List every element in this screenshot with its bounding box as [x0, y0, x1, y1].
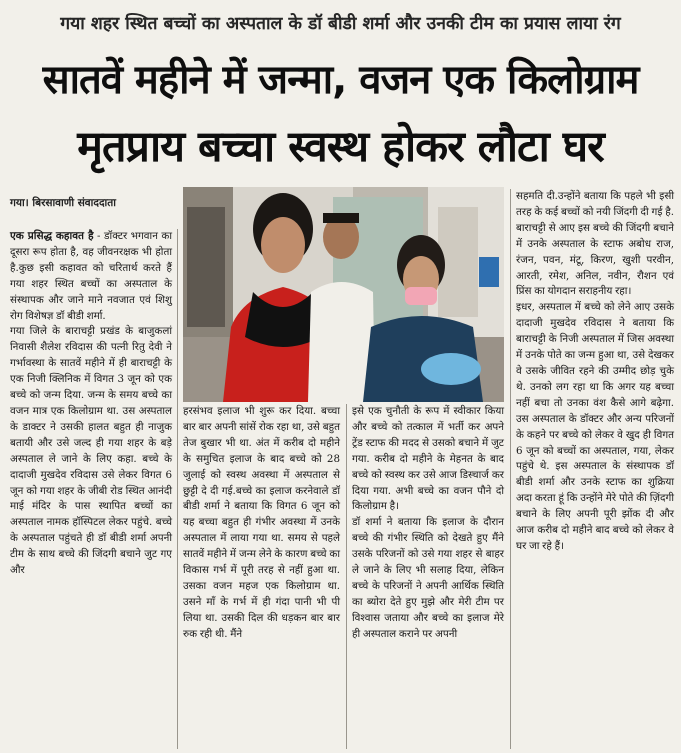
paragraph: इसे एक चुनौती के रूप में स्वीकार किया और बच्चे को तत्काल में भर्ती कर अपने ट्रेंड स्टाफ की मदद से उसको बचाने में जुट गया. करीब दो महीने के मेहनत के बाद बच्चे को स्वस्थ कर उसे आज डिस्चार्ज कर दिया गया. अभी बच्चे का वजन पौने दो किलोग्राम है। — [352, 405, 504, 513]
article-column-3 — [352, 404, 504, 643]
paragraph: डॉ शर्मा ने बताया कि इलाज के दौरान बच्चे की गंभीर स्थिति को देखते हुए मैंने उसके परिजनों को उसे गया शहर से बाहर ले जाने के लिए भी सलाह दिया, लेकिन बच्चे के परिजनों ने अपनी आर्थिक स्थिति का ब्योरा देते हुए मुझे और मेरी टीम पर विश्वास जताया और बच्चे का इलाज मेरे ही अस्पताल कराने पर अपनी — [352, 516, 504, 640]
paragraph: सहमति दी.उन्होंने बताया कि पहले भी इसी तरह के कई बच्चों को नयी जिंदगी दी गई है. बाराचट्टी से आए इस बच्चे की जिंदगी बचाने में उनके अस्पताल के स्टाफ अबोध राज, रंजन, पवन, मंटू, किरण, खुशी परवीन, आरती, रमेश, अनिल, नवीन, रौशन एवं प्रिंस का योगदान सराहनीय रहा। — [516, 190, 674, 298]
headline-line-1: सातवें महीने में जन्मा, वजन एक किलोग्राम — [42, 57, 639, 103]
photo-illustration — [183, 187, 504, 402]
lead-text: - डॉक्टर भगवान का दूसरा रूप होता है, वह जीवनरक्षक भी होता है.कुछ इसी कहावत को चरितार्थ करते हैं गया शहर स्थित बच्चों का अस्पताल के संस्थापक और जाने माने नवजात एवं शिशु रोग विशेषज्ञ डॉ बीडी शर्मा. — [10, 230, 172, 322]
paragraph: हरसंभव इलाज भी शुरू कर दिया. बच्चा बार बार अपनी सांसें रोक रहा था, उसे बहुत तेज बुखार भी था. अंत में करीब दो महीने के समुचित इलाज के बाद बच्चे को 28 जुलाई को स्वस्थ अवस्था में अस्पताल से छुट्टी दे दी गई.बच्चे का इलाज करनेवाले डॉ बीडी शर्मा ने बताया कि विगत 6 जून को यह बच्चा बहुत ही गंभीर अवस्था में उनके अस्पताल में लाया गया था. समय से पहले सातवें महीने में जन्म लेने के कारण बच्चे का विकास गर्भ में पूरी तरह से नहीं हुआ था. उसका वजन महज एक किलोग्राम था. उसने माँ के गर्भ में ही गंदा पानी भी पी लिया था. उसकी दिल की धड़कन बार बार रुक रही थी. मैंने — [183, 405, 340, 640]
column-divider — [346, 404, 347, 749]
column-divider — [510, 189, 511, 749]
paragraph: इधर, अस्पताल में बच्चे को लेने आए उसके दादाजी मुखदेव रविदास ने बताया कि बाराचट्टी के निजी अस्पताल में जिस अवस्था में उनके पोते का जन्म हुआ था, उसे देखकर वे उसके जीवित रहने की उम्मीद छोड़ चुके थे. उनको लग रहा था कि अगर यह बच्चा नहीं बचा तो उनका वंश कैसे आगे बढ़ेगा. उस अस्पताल के डॉक्टर और अन्य परिजनों के कहने पर बच्चे को लेकर वे खुद ही विगत 6 जून को बच्चों का अस्पताल, गया, लेकर पहुंचे थे. इस अस्पताल के संस्थापक डॉ बीडी शर्मा और उनके स्टाफ का शुक्रिया अदा करता हूं कि उन्होंने मेरे पोते की ज़िंदगी बचाने के लिए अपनी पूरी झोंक दी और आज करीब दो महीने बाद बच्चे को लेकर वे घर जा रहे हैं। — [516, 301, 674, 552]
news-photo — [183, 187, 504, 402]
lead-paragraph — [10, 229, 172, 324]
kicker-headline: गया शहर स्थित बच्चों का अस्पताल के डॉ बीडी शर्मा और उनकी टीम का प्रयास लाया रंग — [60, 14, 621, 34]
article-column-2 — [183, 404, 340, 643]
byline: गया। बिरसावाणी संवाददाता — [10, 197, 116, 209]
paragraph: गया जिले के बाराचट्टी प्रखंड के बाजुकलां निवासी शैलेश रविदास की पत्नी रितु देवी ने गर्भावस्था के सातवें महीने में ही बाराचट्टी के एक निजी क्लिनिक में विगत 3 जून को एक बच्चे को जन्म दिया. जन्म के समय बच्चे का वजन मात्र एक किलोग्राम था. उस अस्पताल के डाक्टर ने उसकी हालत बहुत ही नाजुक बतायी और उसे जल्द ही गया शहर के बड़े अस्पताल ले जाने के लिए कहा. बच्चे के दादाजी मुखदेव रविदास उसे लेकर विगत 6 जून को गया शहर के जीबी रोड स्थित आनंदी माई मंदिर के पास स्थापित बच्चों का अस्पताल नामक हॉस्पिटल लेकर पहुंचे. बच्चे के अस्पताल पहुंचते ही डॉ बीडी शर्मा अपनी टीम के साथ बच्चे की जिंदगी बचाने जुट गए और — [10, 325, 172, 577]
headline-line-2: मृतप्राय बच्चा स्वस्थ होकर लौटा घर — [77, 122, 604, 172]
article-column-1 — [10, 229, 172, 579]
column-divider — [177, 229, 178, 749]
article-column-4 — [516, 189, 674, 555]
lead-phrase: एक प्रसिद्ध कहावत है — [10, 230, 94, 242]
